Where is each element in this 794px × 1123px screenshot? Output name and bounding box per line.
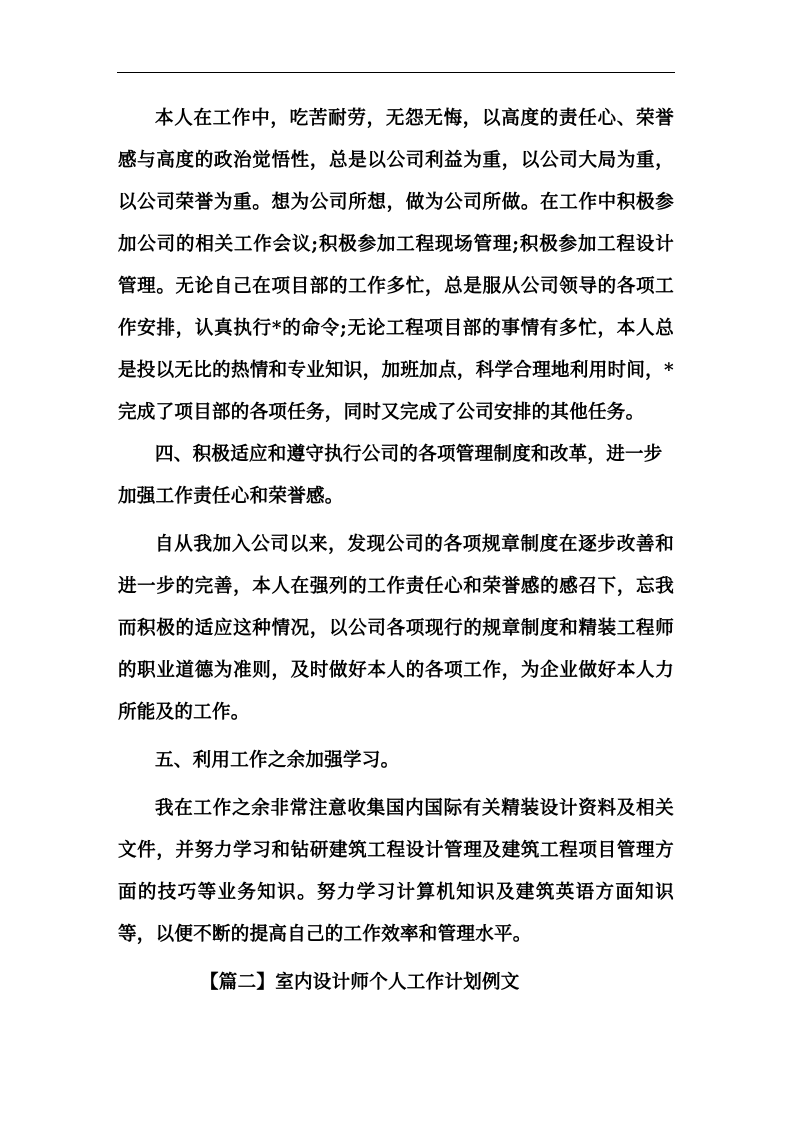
section-title: 【篇二】室内设计师个人工作计划例文 [200,972,520,993]
paragraph-study: 我在工作之余非常注意收集国内国际有关精装设计资料及相关文件，并努力学习和钻研建筑工程设计管理及建筑工程项目管理方面的技巧等业务知识。努力学习计算机知识及建筑英语方面知识等，以便不断的提高自己的工作效率和管理水平。 [118,798,674,945]
heading-section-four: 四、积极适应和遵守执行公司的各项管理制度和改革，进一步加强工作责任心和荣誉感。 [118,444,663,507]
paragraph-work-attitude: 本人在工作中，吃苦耐劳，无怨无悔，以高度的责任心、荣誉感与高度的政治觉悟性，总是以公司利益为重，以公司大局为重，以公司荣誉为重。想为公司所想，做为公司所做。在工作中积极参加公司的相关工作会议;积极参加工程现场管理;积极参加工程设计管理。无论自己在项目部的工作多忙，总是服从公司领导的各项工作安排，认真执行*的命令;无论工程项目部的事情有多忙，本人总是投以无比的热情和专业知识，加班加点，科学合理地利用时间，*完成了项目部的各项任务，同时又完成了公司安排的其他任务。 [118,108,674,423]
document-body [118,98,674,1004]
paragraph-rules-adaptation: 自从我加入公司以来，发现公司的各项规章制度在逐步改善和进一步的完善，本人在强列的工作责任心和荣誉感的感召下，忘我而积极的适应这种情况，以公司各项现行的规章制度和精装工程师的职业道德为准则，及时做好本人的各项工作，为企业做好本人力所能及的工作。 [118,534,674,723]
heading-section-five: 五、利用工作之余加强学习。 [155,750,400,771]
header-rule [117,72,675,73]
